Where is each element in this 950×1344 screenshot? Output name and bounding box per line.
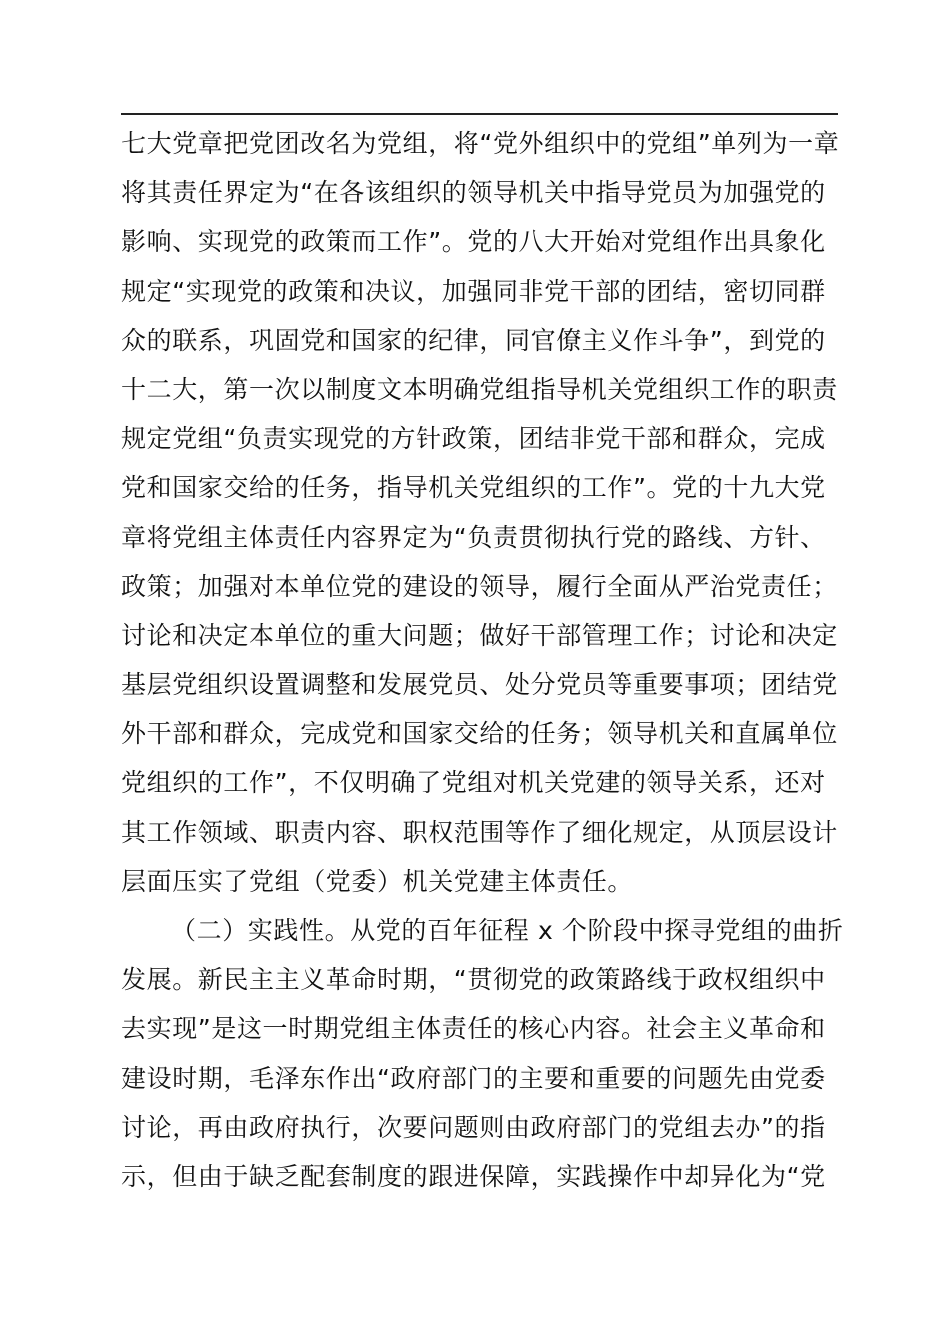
text-line: 党和国家交给的任务，指导机关党组织的工作”。党的十九大党 [121, 473, 826, 503]
text-line: 规定“实现党的政策和决议，加强同非党干部的团结，密切同群 [121, 276, 826, 306]
text-line: 建设时期，毛泽东作出“政府部门的主要和重要的问题先由党委 [121, 1063, 826, 1093]
text-line: 讨论，再由政府执行，次要问题则由政府部门的党组去办”的指 [121, 1112, 826, 1142]
paragraph-1 [121, 119, 851, 906]
text-line: 去实现”是这一时期党组主体责任的核心内容。社会主义革命和 [121, 1014, 826, 1044]
text-line: 党组织的工作”，不仅明确了党组对机关党建的领导关系，还对 [121, 768, 826, 798]
text-line: 发展。新民主主义革命时期，“贯彻党的政策路线于政权组织中 [121, 965, 826, 995]
text-line: 十二大，第一次以制度文本明确党组指导机关党组织工作的职责 [121, 374, 838, 404]
text-line: 讨论和决定本单位的重大问题；做好干部管理工作；讨论和决定 [121, 620, 838, 650]
text-line: 基层党组织设置调整和发展党员、处分党员等重要事项；团结党 [121, 670, 838, 700]
text-line: 示，但由于缺乏配套制度的跟进保障，实践操作中却异化为“党 [121, 1161, 826, 1191]
document-body [121, 119, 851, 1201]
text-line: 影响、实现党的政策而工作”。党的八大开始对党组作出具象化 [121, 227, 826, 257]
section-heading-line: （二）实践性。从党的百年征程 x 个阶段中探寻党组的曲折 [171, 916, 844, 945]
text-line: 规定党组“负责实现党的方针政策，团结非党干部和群众，完成 [121, 424, 826, 454]
text-line: 七大党章把党团改名为党组，将“党外组织中的党组”单列为一章 [121, 129, 840, 158]
text-line: 众的联系，巩固党和国家的纪律，同官僚主义作斗争”，到党的 [121, 325, 826, 355]
text-line: 将其责任界定为“在各该组织的领导机关中指导党员为加强党的 [121, 178, 826, 208]
paragraph-2 [121, 906, 851, 1201]
header-rule [121, 113, 838, 115]
text-line: 政策；加强对本单位党的建设的领导，履行全面从严治党责任； [121, 571, 838, 601]
text-line: 外干部和群众，完成党和国家交给的任务；领导机关和直属单位 [121, 719, 838, 749]
text-line: 其工作领域、职责内容、职权范围等作了细化规定，从顶层设计 [121, 817, 838, 847]
text-line: 章将党组主体责任内容界定为“负责贯彻执行党的路线、方针、 [121, 522, 826, 552]
text-line: 层面压实了党组（党委）机关党建主体责任。 [121, 866, 634, 896]
